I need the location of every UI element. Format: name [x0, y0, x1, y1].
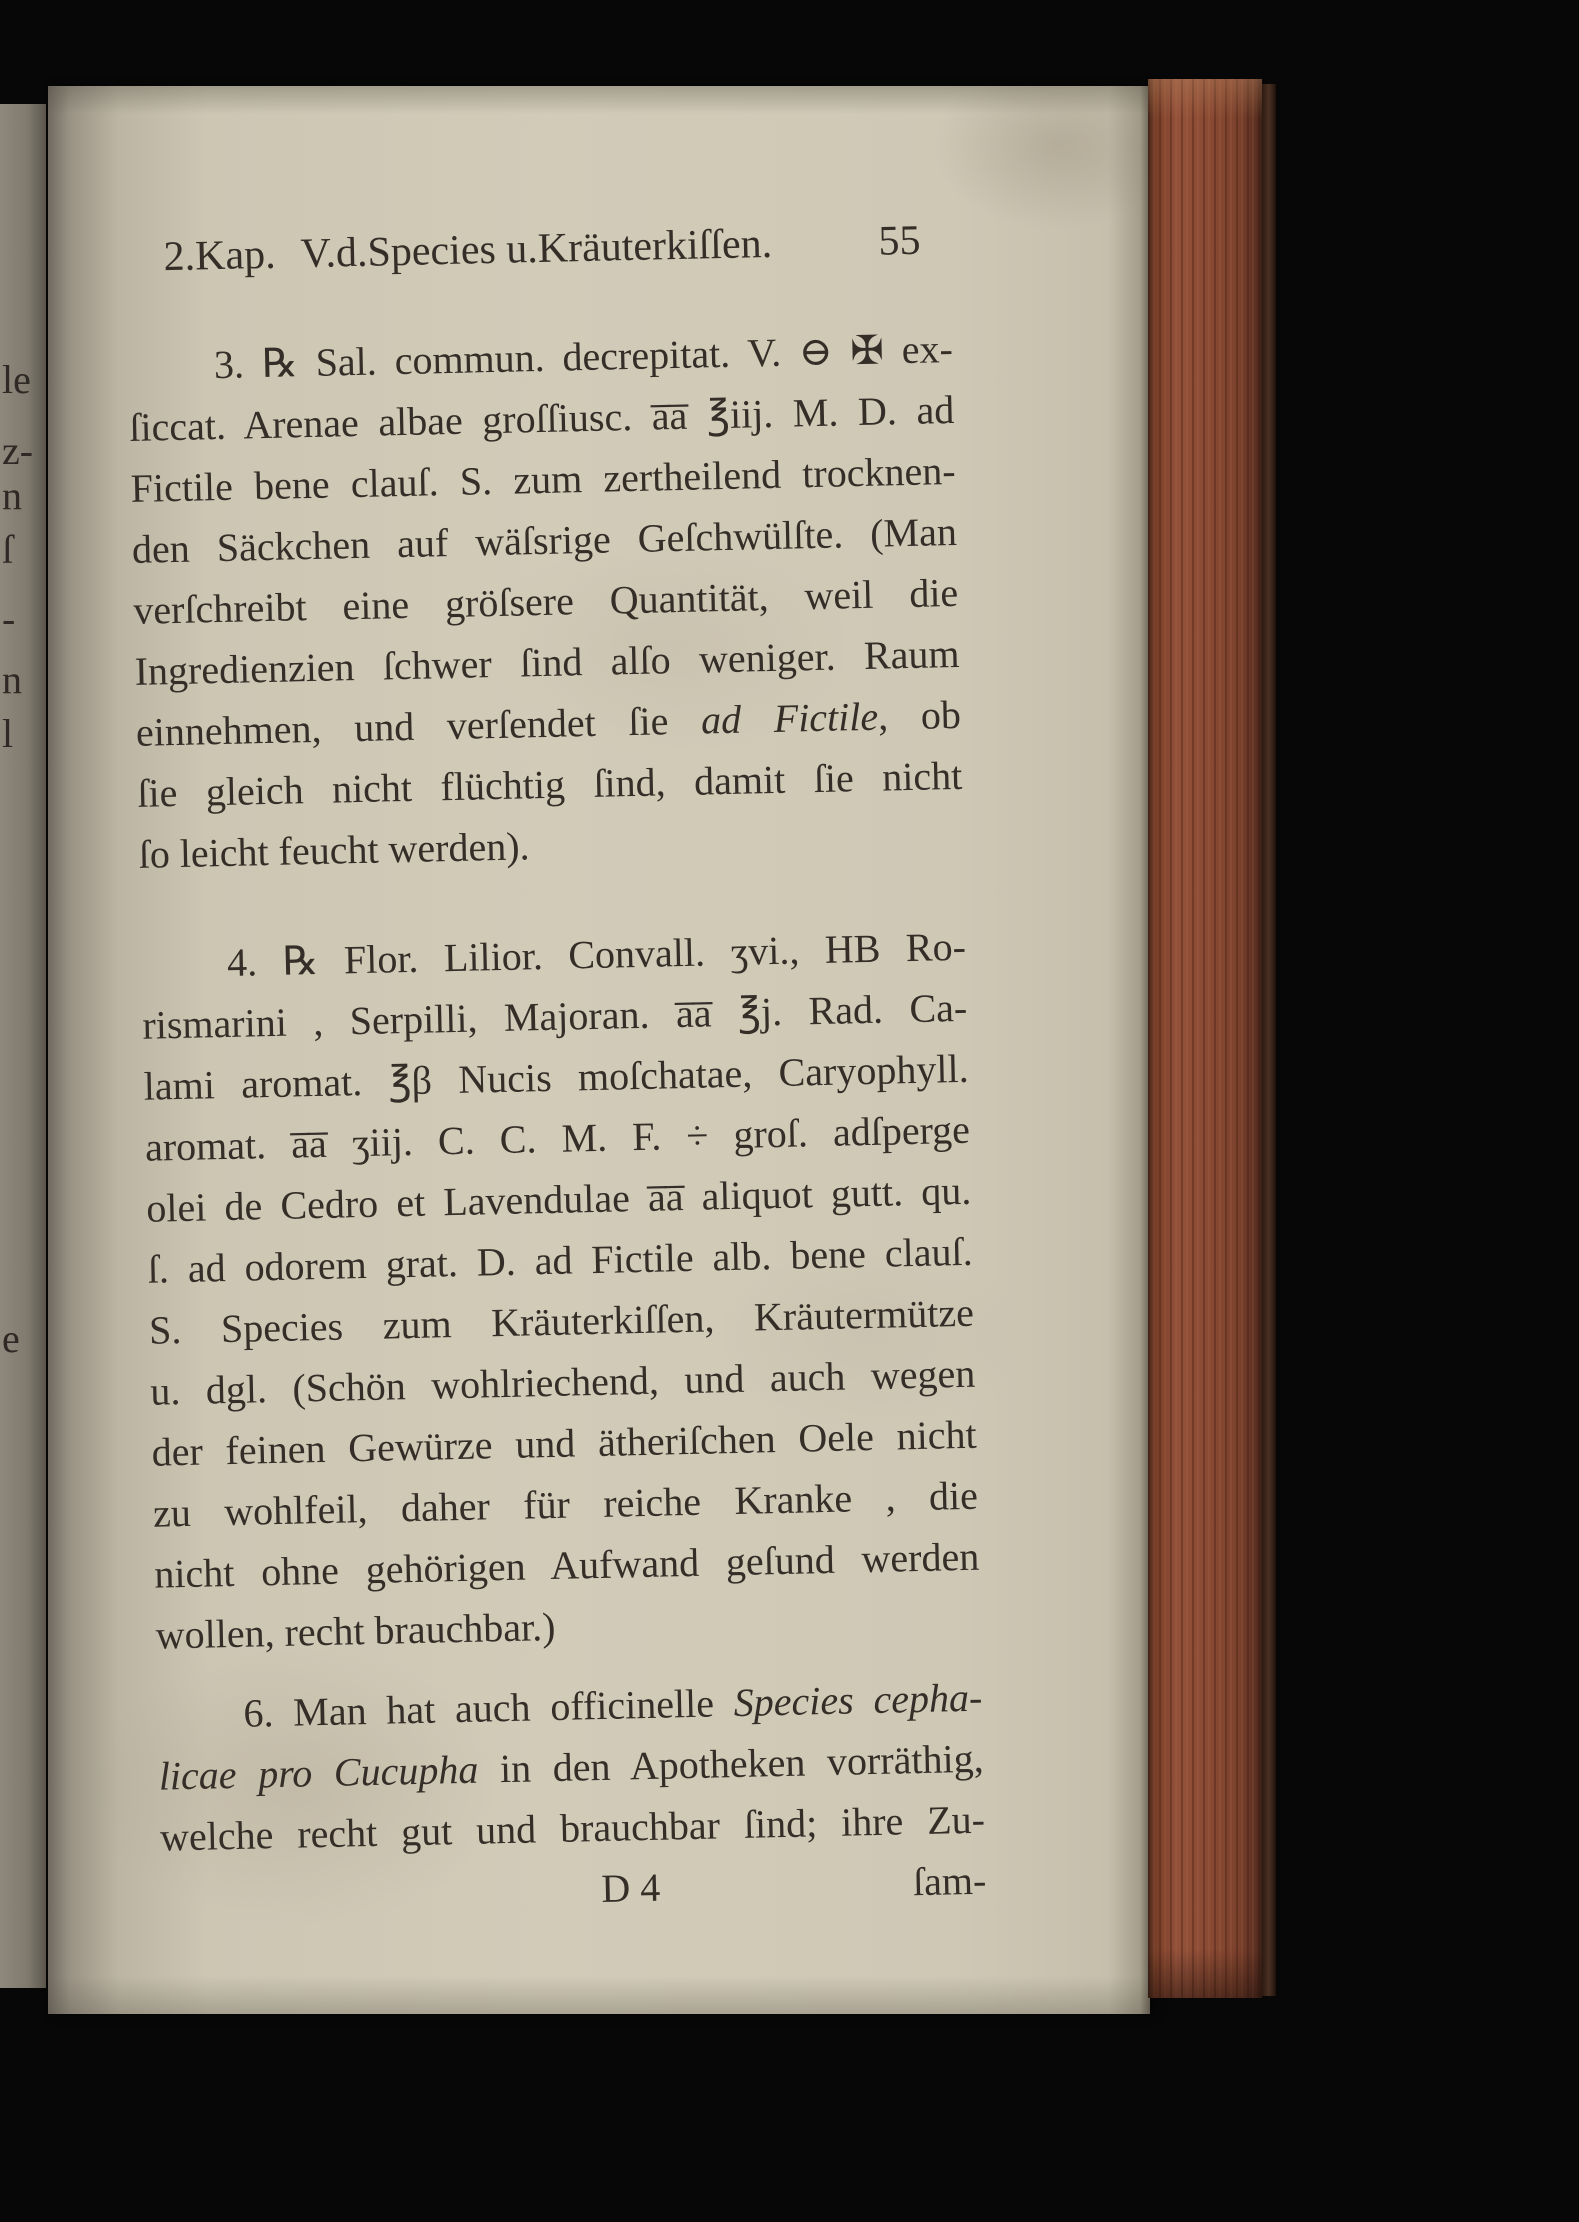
page-fore-edge	[1148, 79, 1262, 1998]
text-line: den Säckchen auf wäſsrige Geſchwülſte. (Man	[131, 508, 958, 572]
text-line: verſchreibt eine gröſsere Quantität, weil die	[132, 569, 959, 633]
italic-text: Species cepha-	[733, 1674, 983, 1726]
text-line: wollen, recht brauchbar.)	[155, 1603, 556, 1658]
facing-page-text-fragment: le	[2, 357, 31, 402]
text-line: welche recht gut und brauchbar ſind; ihre Zu-	[159, 1796, 986, 1860]
signature-mark: D 4	[600, 1864, 661, 1911]
book-page	[48, 86, 1150, 2014]
text-line: lami aromat. ℥β Nucis moſchatae, Caryophyll.	[143, 1045, 970, 1109]
catchword: ſam-	[912, 1857, 987, 1905]
text-line: S. Species zum Kräuterkiſſen, Kräutermütze	[148, 1289, 975, 1353]
cover-edge	[1262, 84, 1276, 1996]
text-line: nicht ohne gehörigen Aufwand geſund werden	[153, 1533, 980, 1597]
text-segment: 6. Man hat auch officinelle	[242, 1680, 735, 1736]
running-head	[125, 210, 951, 289]
facing-page-text-fragment: n	[2, 473, 22, 518]
text-line: ſie gleich nicht flüchtig ſind, damit ſie nicht	[136, 752, 963, 816]
text-line: ſiccat. Arenae albae groſſiusc. a̅a̅ ℥iij. M. D. ad	[128, 386, 955, 450]
text-segment: in den Apotheken vorräthig,	[477, 1735, 985, 1792]
text-line: Fictile bene clauſ. S. zum zertheilend trocknen-	[130, 447, 956, 511]
facing-page-text-fragment: n	[2, 657, 22, 702]
text-line: olei de Cedro et Lavendulae a̅a̅ aliquot gutt. qu.	[145, 1167, 972, 1231]
facing-page-text-fragment: l	[2, 711, 14, 756]
facing-page-text-fragment: ſ	[2, 527, 14, 572]
text-line: ſo leicht feucht werden).	[138, 823, 531, 877]
text-line: rismarini , Serpilli, Majoran. a̅a̅ ℥j. Rad. Ca-	[141, 984, 968, 1048]
text-line: zu wohlfeil, daher für reiche Kranke , die	[152, 1472, 979, 1536]
facing-page-text-fragment: e	[2, 1316, 20, 1361]
chapter-label: 2.Kap.	[163, 231, 277, 281]
facing-page-text-fragment: z-	[2, 428, 34, 473]
paragraph-3	[127, 318, 964, 885]
facing-page-edge	[0, 104, 46, 1988]
paragraph-6	[157, 1667, 986, 1868]
italic-text: licae pro Cucupha	[158, 1746, 479, 1799]
running-title: V.d.Species u.Kräuterkiſſen.	[300, 220, 773, 278]
text-segment: , ob	[877, 691, 962, 739]
text-line: 4. ℞ Flor. Lilior. Convall. ʒvi., HB Ro-	[226, 923, 967, 985]
text-line: Ingredienzien ſchwer ſind alſo weniger. Raum	[134, 630, 960, 694]
page-number: 55	[877, 217, 921, 265]
text-line: u. dgl. (Schön wohlriechend, und auch wegen	[149, 1350, 976, 1414]
text-line: 3. ℞ Sal. commun. decrepitat. V. ⊖ ✠ ex-	[213, 325, 954, 388]
paragraph-4	[140, 916, 981, 1666]
text-line: der feinen Gewürze und ätheriſchen Oele nicht	[151, 1411, 978, 1475]
italic-text: ad Fictile	[700, 693, 879, 743]
text-segment: einnehmen, und verſendet ſie	[135, 697, 702, 755]
facing-page-text-fragment: -	[2, 596, 16, 641]
text-line: ſ. ad odorem grat. D. ad Fictile alb. bene clauſ.	[147, 1228, 974, 1292]
text-block	[125, 210, 987, 1929]
text-line: aromat. a̅a̅ ʒiij. C. C. M. F. ÷ groſ. adſperge	[144, 1106, 971, 1170]
